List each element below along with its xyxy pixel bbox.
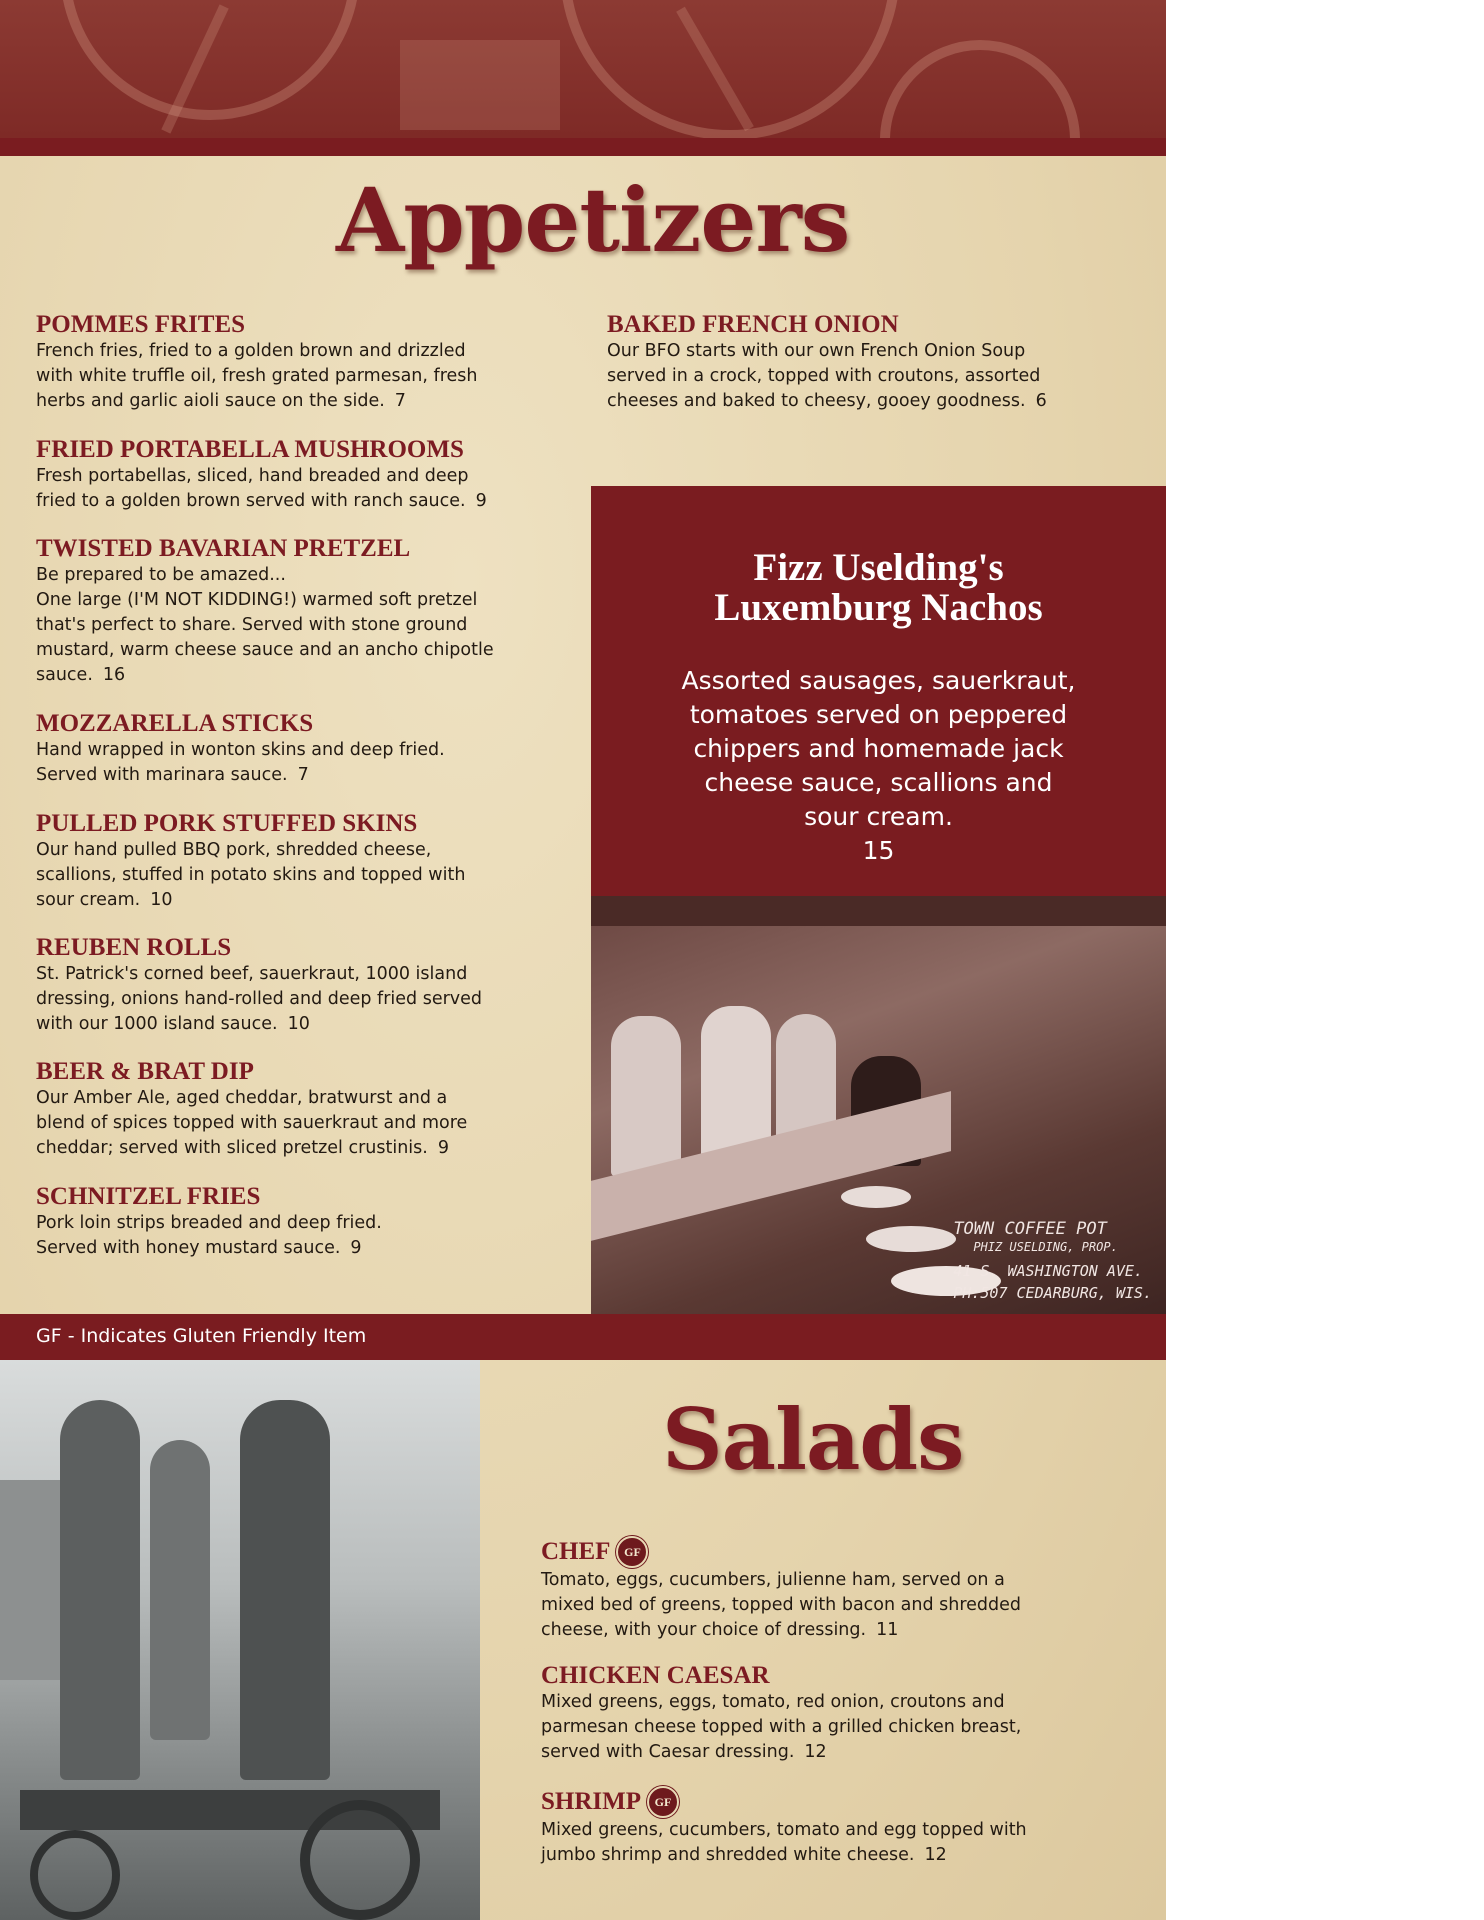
featured-nachos-box (591, 486, 1166, 896)
menu-item (36, 810, 576, 913)
feature-description: Assorted sausages, sauerkraut, tomatoes served on peppered chippers and homemade jack cheese sauce, scallions and sour cream. (681, 666, 1076, 831)
menu-item (36, 710, 576, 788)
item-price: 12 (924, 1845, 947, 1865)
photo-caption: TOWN COFFEE POT PHIZ USELDING, PROP. 41 S. WASHINGTON AVE. PH:507 CEDARBURG, WIS. (953, 1219, 1152, 1302)
item-name: CHEF GF (541, 1536, 1141, 1568)
photo-handcar-wheel (30, 1830, 120, 1920)
item-description: Tomato, eggs, cucumbers, julienne ham, served on a mixed bed of greens, topped with bacon and shredded cheese, with your choice of dressing. 11 (541, 1570, 1022, 1640)
item-price: 7 (394, 391, 406, 411)
photo-ceiling (591, 896, 1166, 926)
photo-stool (866, 1226, 956, 1252)
banner-strip (0, 138, 1166, 156)
feature-title: Fizz Uselding's Luxemburg Nachos (714, 546, 1043, 629)
top-banner (0, 0, 1166, 138)
handcar-photo (0, 1360, 480, 1920)
menu-item (36, 535, 576, 688)
photo-handcar-wheel (300, 1800, 420, 1920)
item-name: CHICKEN CAESAR (541, 1662, 770, 1689)
item-price: 10 (150, 890, 173, 910)
item-name: TWISTED BAVARIAN PRETZEL (36, 535, 411, 562)
item-description: St. Patrick's corned beef, sauerkraut, 1000 island dressing, onions hand-rolled and deep fried served with our 1000 island sauce. 10 (36, 964, 483, 1034)
menu-item (541, 1662, 1141, 1765)
gluten-friendly-bar (0, 1314, 1166, 1360)
item-name: MOZZARELLA STICKS (36, 710, 314, 737)
menu-item (36, 934, 576, 1037)
item-description: French fries, fried to a golden brown and drizzled with white truffle oil, fresh grated parmesan, fresh herbs and garlic aioli sauce on the side. 7 (36, 341, 478, 411)
menu-item (36, 1058, 576, 1161)
item-name: BEER & BRAT DIP (36, 1058, 254, 1085)
item-name: SHRIMP GF (541, 1786, 1141, 1818)
item-price: 10 (287, 1014, 310, 1034)
item-price: 16 (102, 665, 126, 685)
gluten-friendly-note: GF - Indicates Gluten Friendly Item (36, 1325, 367, 1347)
wagon-wheel-decoration (560, 0, 900, 138)
menu-item (36, 311, 576, 414)
diner-photo (591, 896, 1166, 1314)
gluten-friendly-badge-icon: GF (616, 1536, 648, 1568)
item-description: Our hand pulled BBQ pork, shredded cheese, scallions, stuffed in potato skins and topped with sour cream. 10 (36, 840, 466, 910)
salads-title: Salads (662, 1390, 964, 1489)
item-price: 11 (876, 1620, 899, 1640)
item-price: 7 (297, 765, 309, 785)
item-price: 9 (475, 491, 487, 511)
item-name: PULLED PORK STUFFED SKINS (36, 810, 418, 837)
wagon-wheel-decoration (880, 40, 1080, 138)
photo-figure (60, 1400, 140, 1780)
item-description: Mixed greens, eggs, tomato, red onion, croutons and parmesan cheese topped with a grilled chicken breast, served with Caesar dressing. 12 (541, 1692, 1022, 1762)
wheel-spoke-decoration (400, 40, 560, 130)
photo-figure (611, 1016, 681, 1176)
item-description: Pork loin strips breaded and deep fried. Served with honey mustard sauce. 9 (36, 1213, 382, 1258)
item-description: Our BFO starts with our own French Onion Soup served in a crock, topped with croutons, assorted cheeses and baked to cheesy, gooey goodness. 6 (607, 341, 1047, 411)
wagon-wheel-decoration (60, 0, 360, 120)
item-price: 9 (437, 1138, 449, 1158)
item-price: 9 (350, 1238, 362, 1258)
menu-item (541, 1536, 1141, 1643)
item-name: BAKED FRENCH ONION (607, 311, 899, 338)
photo-figure (150, 1440, 210, 1740)
item-name: FRIED PORTABELLA MUSHROOMS (36, 436, 464, 463)
item-description: Fresh portabellas, sliced, hand breaded and deep fried to a golden brown served with ranch sauce. 9 (36, 466, 487, 511)
item-name: SCHNITZEL FRIES (36, 1183, 261, 1210)
menu-item (607, 311, 1152, 414)
item-price: 6 (1035, 391, 1047, 411)
item-description: Hand wrapped in wonton skins and deep fried. Served with marinara sauce. 7 (36, 740, 445, 785)
item-price: 12 (804, 1742, 827, 1762)
item-name: REUBEN ROLLS (36, 934, 232, 961)
appetizers-title: Appetizers (336, 168, 850, 272)
photo-stool (841, 1186, 911, 1208)
photo-figure (240, 1400, 330, 1780)
item-name: POMMES FRITES (36, 311, 246, 338)
item-description: Be prepared to be amazed... One large (I'M NOT KIDDING!) warmed soft pretzel that's perfect to share. Served with stone ground mustard, warm cheese sauce and an ancho chipotle sauce. 16 (36, 565, 494, 685)
item-description: Mixed greens, cucumbers, tomato and egg topped with jumbo shrimp and shredded white cheese. 12 (541, 1820, 1027, 1865)
menu-item (36, 1183, 576, 1261)
menu-item (541, 1786, 1141, 1868)
item-description: Our Amber Ale, aged cheddar, bratwurst and a blend of spices topped with sauerkraut and more cheddar; served with sliced pretzel crustinis. 9 (36, 1088, 468, 1158)
menu-item (36, 436, 576, 514)
gluten-friendly-badge-icon: GF (647, 1786, 679, 1818)
feature-price: 15 (862, 836, 895, 865)
